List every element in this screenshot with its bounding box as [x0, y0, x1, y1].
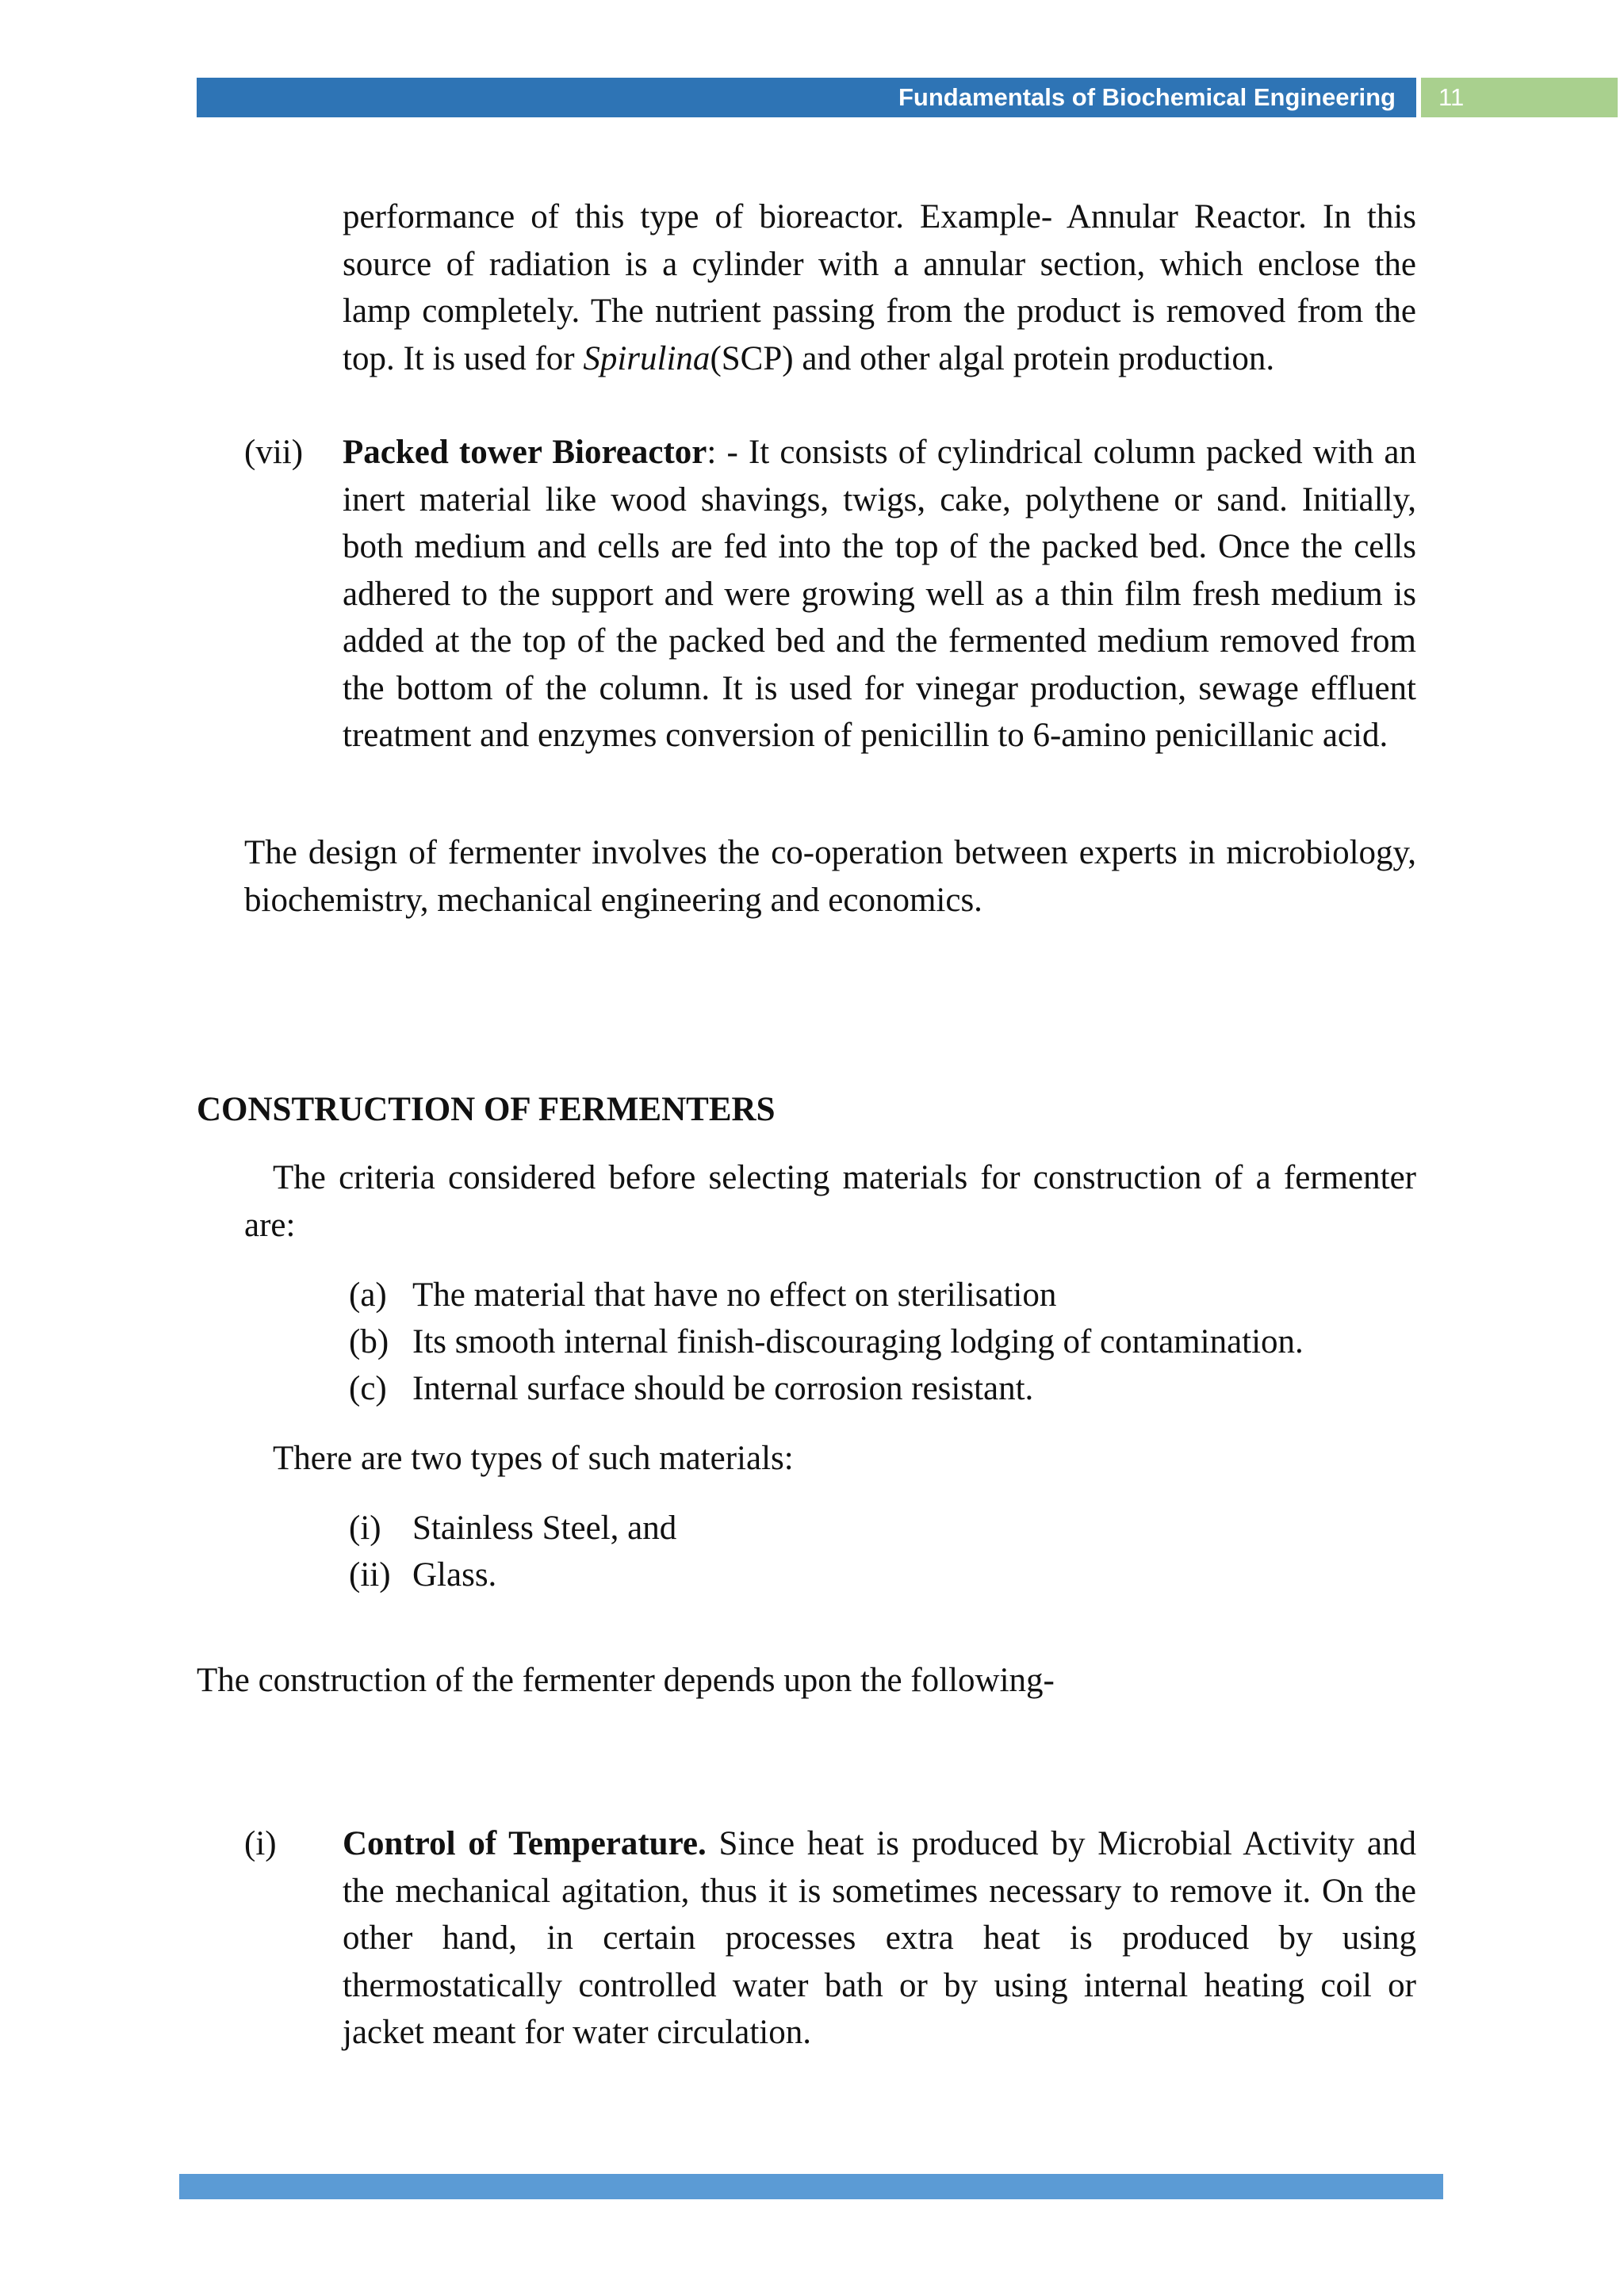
criteria-item	[349, 1318, 1304, 1366]
criteria-intro: The criteria considered before selecting materials for construction of a fermenter are:	[244, 1159, 1416, 1244]
paragraph-annular-reactor	[343, 193, 1416, 382]
temperature-text: Since heat is produced by Microbial Activity and the mechanical agitation, thus it is sometimes necessary to remove it. On the other hand, in certain processes extra heat is produced by using thermostatically controlled water bath or by using internal heating coil or jacket meant for water circulation.	[343, 1825, 1416, 2051]
packed-tower-title: Packed tower Bioreactor	[343, 434, 707, 471]
page-number: 11	[1421, 78, 1618, 117]
list-marker-vii: (vii)	[244, 434, 304, 471]
criteria-item	[349, 1272, 1056, 1319]
types-item	[349, 1552, 496, 1599]
list-marker: (a)	[349, 1276, 387, 1314]
paragraph-text: performance of this type of bioreactor. Example- Annular Reactor. In this source of radiation is a cylinder with a annular section, which enclose the lamp completely. The nutrient passing from the product is removed from the top. It is used for	[343, 198, 1416, 377]
footer-bar	[179, 2174, 1443, 2199]
paragraph-text-end: (SCP) and other algal protein production.	[710, 339, 1275, 377]
temperature-paragraph	[343, 1820, 1416, 2057]
italic-term: Spirulina	[583, 339, 710, 377]
list-marker: (b)	[349, 1323, 389, 1360]
list-item-text: Stainless Steel, and	[412, 1510, 677, 1547]
list-item-text: Internal surface should be corrosion resistant.	[412, 1370, 1034, 1407]
running-header-title: Fundamentals of Biochemical Engineering	[197, 78, 1416, 117]
design-paragraph: The design of fermenter involves the co-operation between experts in microbiology, biochemistry, mechanical engineering and economics.	[244, 834, 1416, 919]
list-item-text: The material that have no effect on sterilisation	[412, 1276, 1057, 1314]
temperature-title: Control of Temperature.	[343, 1825, 707, 1862]
packed-tower-text: : - It consists of cylindrical column packed with an inert material like wood shavings, twigs, cake, polythene or sand. Initially, both medium and cells are fed into the top of the packed bed. Once the cells adhered to the support and were growing well as a thin film fresh medium is added at the top of the packed bed and the fermented medium removed from the bottom of the column. It is used for vinegar production, sewage effluent treatment and enzymes conversion of penicillin to 6-amino penicillanic acid.	[343, 434, 1416, 754]
section-heading: CONSTRUCTION OF FERMENTERS	[197, 1091, 776, 1128]
list-item-text: Its smooth internal finish-discouraging lodging of contamination.	[412, 1323, 1304, 1360]
list-marker: (c)	[349, 1370, 387, 1407]
types-item	[349, 1505, 676, 1552]
packed-tower-paragraph	[343, 429, 1416, 760]
types-intro: There are two types of such materials:	[273, 1440, 794, 1477]
list-marker: (ii)	[349, 1556, 391, 1594]
list-marker: (i)	[349, 1510, 381, 1547]
list-item-text: Glass.	[412, 1556, 497, 1594]
list-marker-i: (i)	[244, 1825, 277, 1862]
criteria-item	[349, 1365, 1033, 1413]
construction-intro: The construction of the fermenter depends upon the following-	[197, 1662, 1055, 1699]
